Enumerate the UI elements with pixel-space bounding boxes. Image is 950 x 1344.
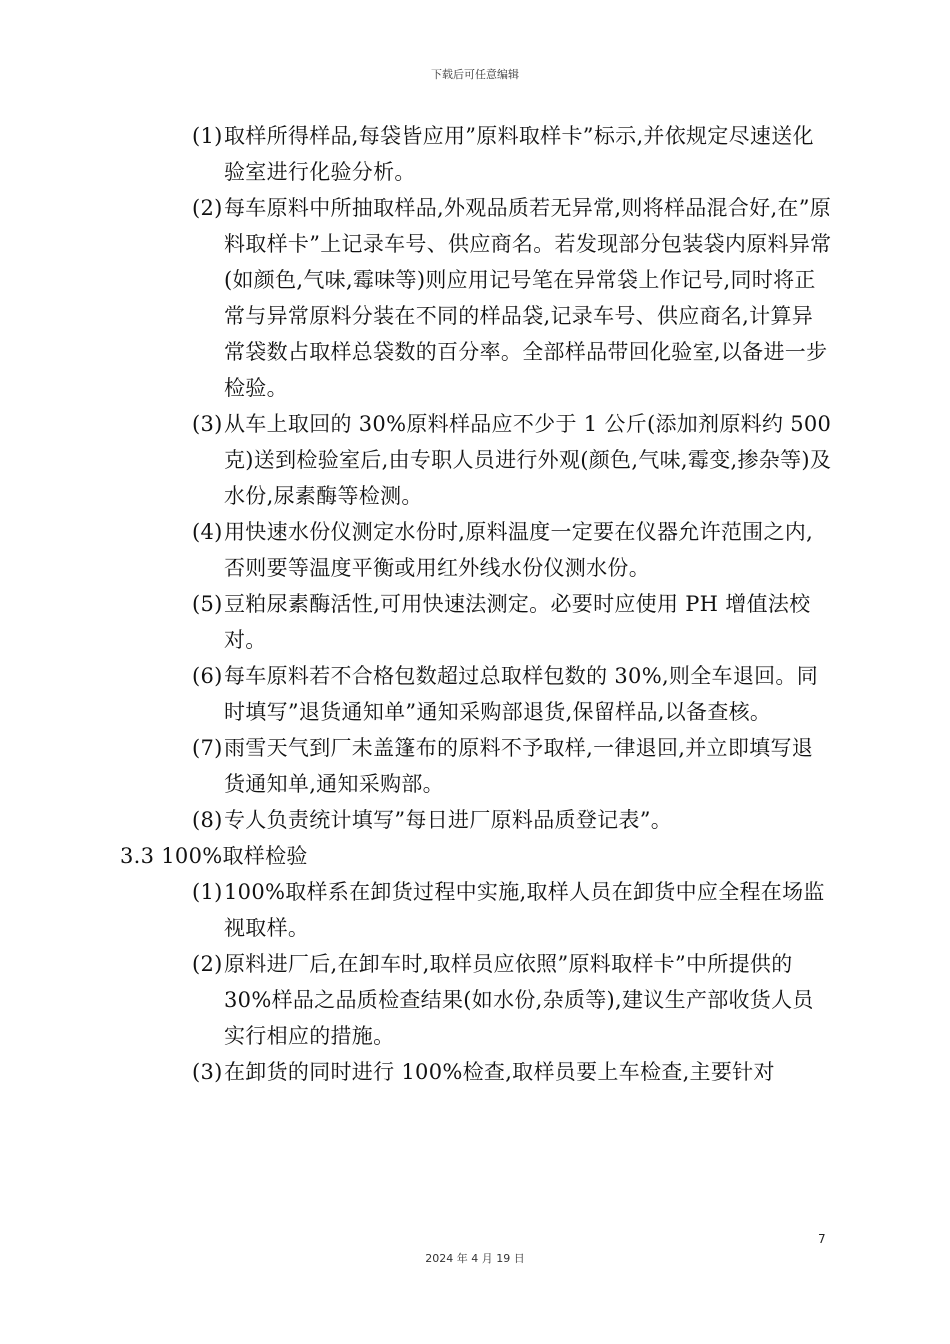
item-text: 在卸货的同时进行 100%检查,取样员要上车检查,主要针对	[224, 1060, 775, 1084]
section-heading: 3.3 100%取样检验	[120, 844, 308, 868]
item-text: 原料进厂后,在卸车时,取样员应依照”原料取样卡”中所提供的 30%样品之品质检查结果(如水份,杂质等),建议生产部收货人员实行相应的措施。	[224, 952, 814, 1048]
list-item	[192, 118, 834, 190]
item-text: 用快速水份仪测定水份时,原料温度一定要在仪器允许范围之内,否则要等温度平衡或用红外线水份仪测水份。	[224, 520, 814, 580]
item-number: (7)	[192, 736, 223, 760]
page-number: 7	[818, 1232, 826, 1246]
full-sampling-items-list	[0, 874, 950, 1090]
item-number: (2)	[192, 952, 223, 976]
item-text: 每车原料若不合格包数超过总取样包数的 30%,则全车退回。同时填写”退货通知单”通知采购部退货,保留样品,以备查核。	[224, 664, 819, 724]
list-item	[192, 658, 834, 730]
item-text: 从车上取回的 30%原料样品应不少于 1 公斤(添加剂原料约 500 克)送到检验室后,由专职人员进行外观(颜色,气味,霉变,掺杂等)及水份,尿素酶等检测。	[224, 412, 832, 508]
page-header: 下载后可任意编辑	[431, 68, 519, 81]
item-number: (1)	[192, 124, 223, 148]
item-text: 专人负责统计填写”每日进厂原料品质登记表”。	[224, 808, 673, 832]
item-text: 100%取样系在卸货过程中实施,取样人员在卸货中应全程在场监视取样。	[224, 880, 825, 940]
item-text: 雨雪天气到厂未盖篷布的原料不予取样,一律退回,并立即填写退货通知单,通知采购部。	[224, 736, 814, 796]
list-item	[192, 586, 834, 658]
item-text: 豆粕尿素酶活性,可用快速法测定。必要时应使用 PH 增值法校对。	[224, 592, 811, 652]
item-number: (3)	[192, 1060, 223, 1084]
item-number: (1)	[192, 880, 223, 904]
list-item	[192, 406, 834, 514]
sampling-items-list	[0, 118, 950, 838]
item-text: 每车原料中所抽取样品,外观品质若无异常,则将样品混合好,在”原料取样卡”上记录车号、供应商名。若发现部分包装袋内原料异常(如颜色,气味,霉味等)则应用记号笔在异常袋上作记号,同时将正常与异常原料分装在不同的样品袋,记录车号、供应商名,计算异常袋数占取样总袋数的百分率。全部样品带回化验室,以备进一步检验。	[224, 196, 832, 400]
item-number: (5)	[192, 592, 223, 616]
item-number: (8)	[192, 808, 223, 832]
item-text: 取样所得样品,每袋皆应用”原料取样卡”标示,并依规定尽速送化验室进行化验分析。	[224, 124, 814, 184]
list-item	[192, 1054, 834, 1090]
list-item	[192, 190, 834, 406]
page-footer-date: 2024 年 4 月 19 日	[425, 1252, 525, 1265]
list-item	[192, 874, 834, 946]
list-item	[192, 514, 834, 586]
item-number: (6)	[192, 664, 223, 688]
document-body	[0, 118, 950, 1090]
item-number: (4)	[192, 520, 223, 544]
list-item	[192, 730, 834, 802]
item-number: (3)	[192, 412, 223, 436]
list-item	[192, 802, 834, 838]
list-item	[192, 946, 834, 1054]
item-number: (2)	[192, 196, 223, 220]
